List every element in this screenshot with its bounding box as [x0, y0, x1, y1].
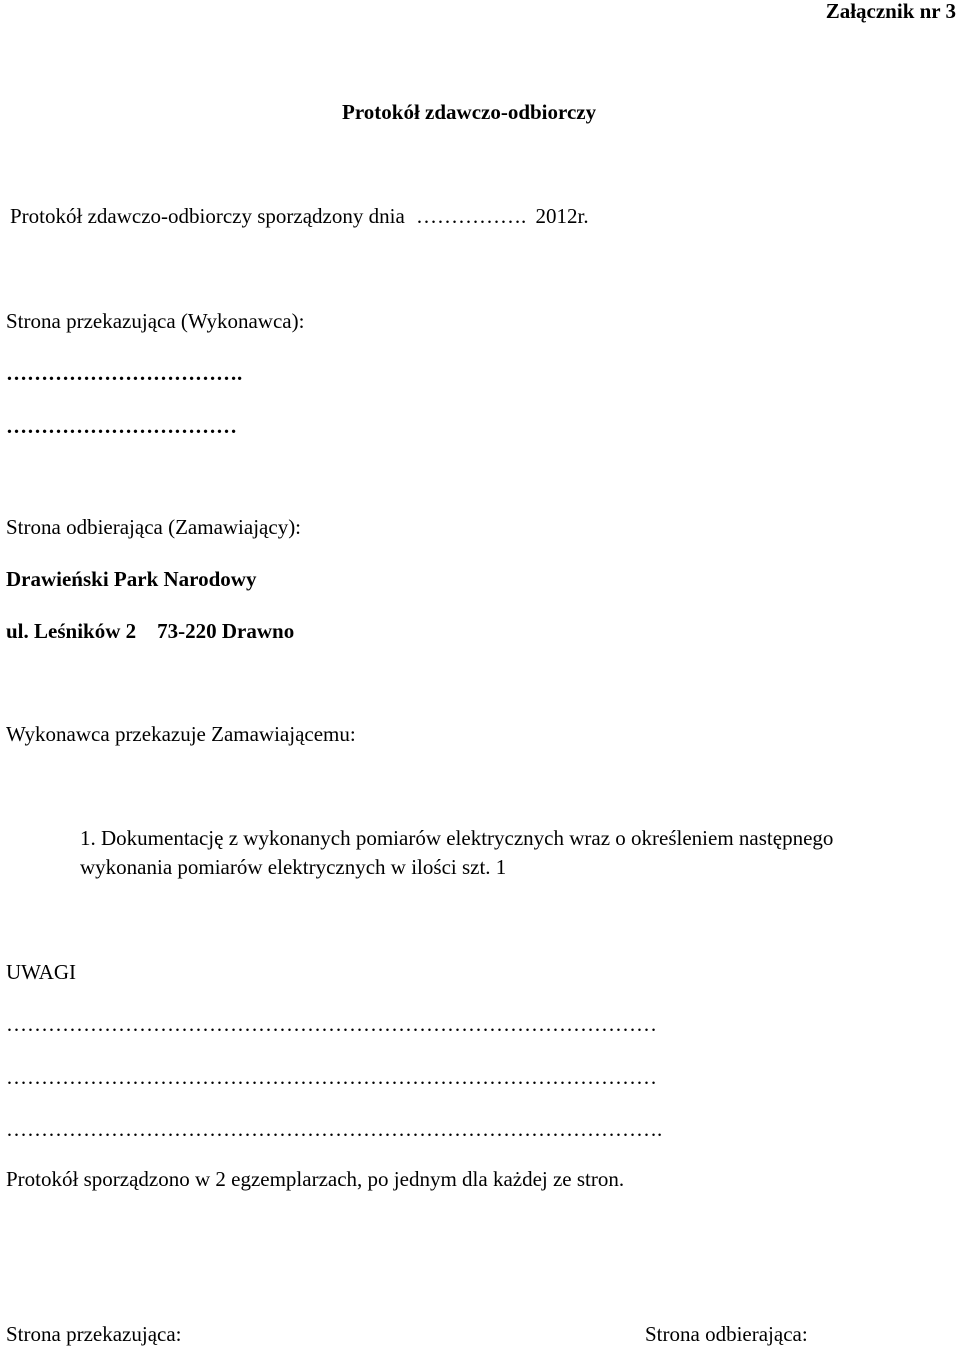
- closing-note: Protokół sporządzono w 2 egzemplarzach, po jednym dla każdej ze stron.: [6, 1167, 625, 1191]
- transfer-intro: Wykonawca przekazuje Zamawiającemu:: [6, 722, 356, 746]
- signature-handing-label: Strona przekazująca:: [6, 1322, 182, 1346]
- remarks-heading: UWAGI: [6, 960, 76, 984]
- intro-line: [10, 206, 589, 227]
- date-blank: …………….: [416, 204, 527, 228]
- intro-year: 2012r.: [535, 204, 589, 228]
- handing-party-blank-2: ……………………………: [6, 414, 237, 438]
- attachment-label: Załącznik nr 3: [825, 0, 956, 23]
- handing-party-label: Strona przekazująca (Wykonawca):: [6, 309, 305, 333]
- receiving-party-label: Strona odbierająca (Zamawiający):: [6, 515, 302, 539]
- intro-text: Protokół zdawczo-odbiorczy sporządzony dnia: [10, 204, 405, 228]
- item-line-2: wykonania pomiarów elektrycznych w ilości szt. 1: [80, 855, 507, 879]
- signature-receiving-label: Strona odbierająca:: [645, 1322, 808, 1346]
- remarks-blank-1: …………………………………………………………………………………: [6, 1012, 657, 1036]
- remarks-blank-3: ………………………………………………………………………………….: [6, 1117, 663, 1141]
- receiving-party-address: ul. Leśników 2 73-220 Drawno: [6, 619, 295, 643]
- item-line-1: 1. Dokumentację z wykonanych pomiarów elektrycznych wraz o określeniem następnego: [80, 826, 834, 850]
- handing-party-blank-1: …………………………….: [6, 361, 243, 385]
- remarks-blank-2: …………………………………………………………………………………: [6, 1065, 657, 1089]
- document-title: Protokół zdawczo-odbiorczy: [342, 100, 597, 124]
- receiving-party-name: Drawieński Park Narodowy: [6, 567, 257, 591]
